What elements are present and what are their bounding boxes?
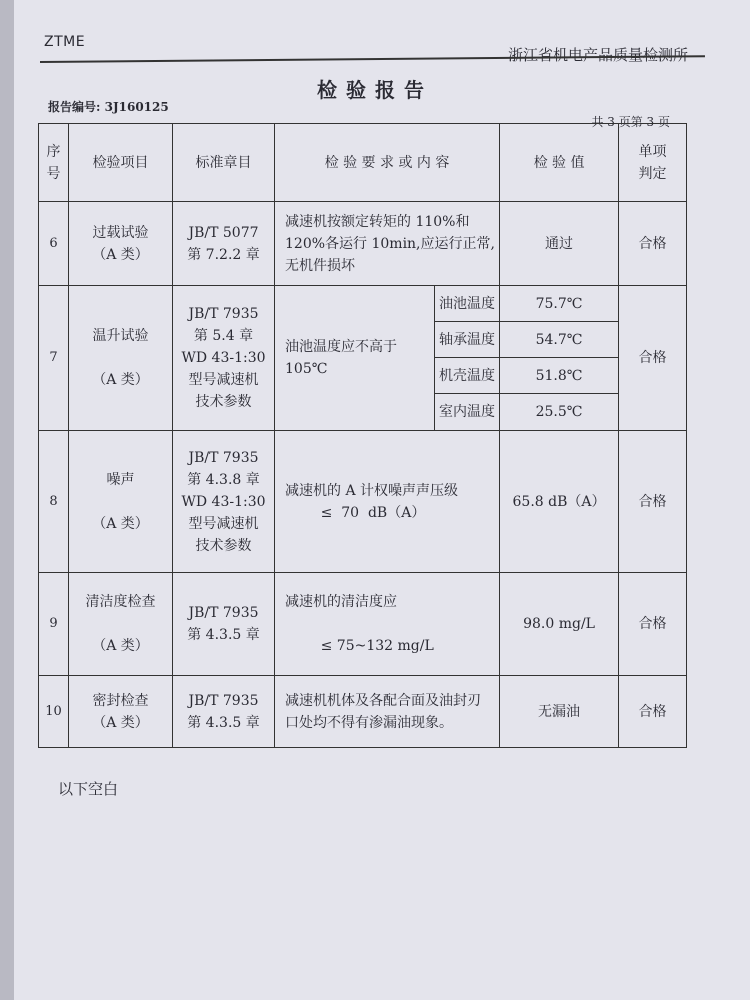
row-verdict: 合格 xyxy=(619,286,687,431)
row-requirement: 油池温度应不高于 105℃ xyxy=(275,286,435,431)
row-item: 密封检查 （A 类） xyxy=(69,676,173,748)
row-requirement: 减速机的清洁度应 ≤ 75~132 mg/L xyxy=(275,573,500,676)
table-row xyxy=(39,202,687,286)
sub-value: 51.8℃ xyxy=(500,358,619,394)
sub-value: 25.5℃ xyxy=(500,394,619,431)
sub-label: 机壳温度 xyxy=(435,358,500,394)
institute-name: 浙江省机电产品质量检测所 xyxy=(507,46,688,64)
row-requirement: 减速机按额定转矩的 110%和 120%各运行 10min,应运行正常, 无机件损坏 xyxy=(275,202,500,286)
row-standard: JB/T 7935 第 4.3.5 章 xyxy=(173,573,275,676)
sub-label: 油池温度 xyxy=(435,286,500,322)
header-verdict: 单项 判定 xyxy=(619,124,687,202)
row-seq: 7 xyxy=(39,286,69,431)
table-row xyxy=(39,676,687,748)
sub-value: 54.7℃ xyxy=(500,322,619,358)
row-value: 65.8 dB（A） xyxy=(500,431,619,573)
row-seq: 6 xyxy=(39,202,69,286)
row-item: 温升试验 （A 类） xyxy=(69,286,173,431)
page-edge-shadow xyxy=(0,0,14,1000)
row-verdict: 合格 xyxy=(619,431,687,573)
header-item: 检验项目 xyxy=(69,124,173,202)
inspection-table xyxy=(38,123,687,748)
row-verdict: 合格 xyxy=(619,676,687,748)
sub-label: 轴承温度 xyxy=(435,322,500,358)
row-requirement: 减速机的 A 计权噪声声压级 ≤ 70 dB（A） xyxy=(275,431,500,573)
report-number: 报告编号: 3J160125 xyxy=(48,100,169,114)
page-title: 检验报告 xyxy=(317,78,433,102)
row-value: 无漏油 xyxy=(500,676,619,748)
sub-label: 室内温度 xyxy=(435,394,500,431)
header-standard: 标准章目 xyxy=(173,124,275,202)
row-requirement: 减速机机体及各配合面及油封刃 口处均不得有渗漏油现象。 xyxy=(275,676,500,748)
row-verdict: 合格 xyxy=(619,202,687,286)
header-left-label: ZTME xyxy=(44,34,86,50)
header-requirement: 检 验 要 求 或 内 容 xyxy=(275,124,500,202)
header-value: 检 验 值 xyxy=(500,124,619,202)
row-verdict: 合格 xyxy=(619,573,687,676)
row-item: 过载试验 （A 类） xyxy=(69,202,173,286)
table-header-row xyxy=(39,124,687,202)
table-row xyxy=(39,431,687,573)
row-item: 清洁度检查 （A 类） xyxy=(69,573,173,676)
row-standard: JB/T 5077 第 7.2.2 章 xyxy=(173,202,275,286)
table-row xyxy=(39,573,687,676)
header-seq: 序 号 xyxy=(39,124,69,202)
row-item: 噪声 （A 类） xyxy=(69,431,173,573)
row-seq: 8 xyxy=(39,431,69,573)
row-standard: JB/T 7935 第 4.3.8 章 WD 43-1:30 型号减速机 技术参数 xyxy=(173,431,275,573)
row-standard: JB/T 7935 第 5.4 章 WD 43-1:30 型号减速机 技术参数 xyxy=(173,286,275,431)
page-count: 共 3 页第 3 页 xyxy=(591,115,670,129)
row-value: 通过 xyxy=(500,202,619,286)
row-value: 98.0 mg/L xyxy=(500,573,619,676)
table-row xyxy=(39,286,687,322)
blank-below-note: 以下空白 xyxy=(58,780,119,798)
sub-value: 75.7℃ xyxy=(500,286,619,322)
row-seq: 10 xyxy=(39,676,69,748)
row-seq: 9 xyxy=(39,573,69,676)
row-standard: JB/T 7935 第 4.3.5 章 xyxy=(173,676,275,748)
